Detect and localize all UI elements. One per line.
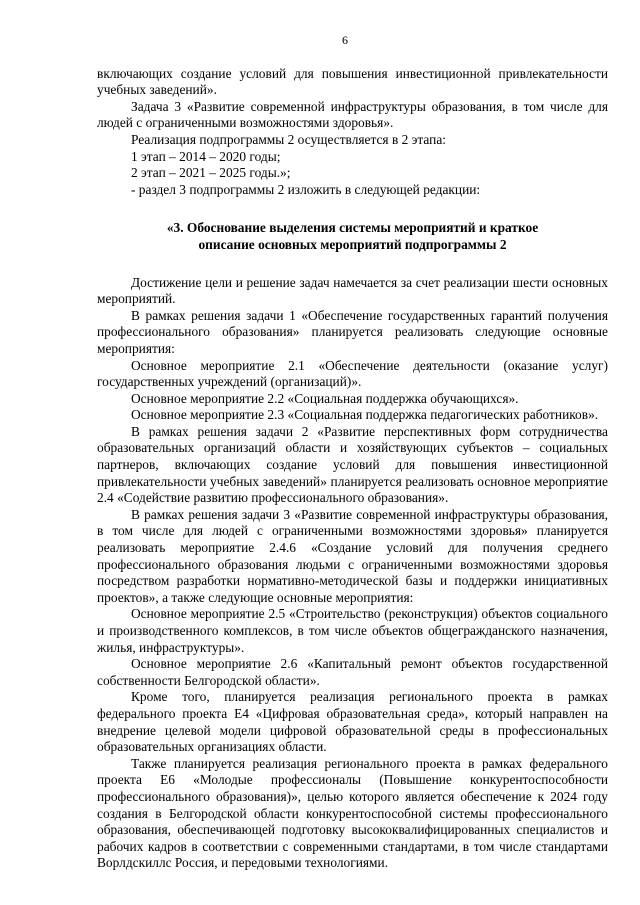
stage-line-1: 1 этап – 2014 – 2020 годы; — [131, 148, 281, 164]
body-paragraph: В рамках решения задачи 3 «Развитие современной инфраструктуры образования, в том числе для людей с ограниченными возможностями здоровья» планируется реализовать мероприятие 2.4.6 «Создание условий для получения среднего профессионального образования людьми с ограниченными возможностями здоровья посредством разработки нормативно-методической базы и поддержки инициативных проектов», а также следующие основные мероприятия: — [97, 506, 608, 605]
body-paragraph: Основное мероприятие 2.5 «Строительство (реконструкция) объектов социального и производственного комплексов, в том числе объектов общегражданского назначения, жилья, инфраструктуры». — [97, 606, 608, 655]
body-paragraph: В рамках решения задачи 1 «Обеспечение государственных гарантий получения профессионального образования» планируется реализовать следующие основные мероприятия: — [97, 307, 608, 356]
section-heading-line-2: описание основных мероприятий подпрограммы 2 — [198, 236, 507, 252]
stage-line-2: 2 этап – 2021 – 2025 годы.»; — [131, 165, 291, 181]
section-heading-line-1: «3. Обоснование выделения системы мероприятий и краткое — [166, 220, 539, 236]
section-heading — [97, 220, 608, 253]
body-paragraph: Основное мероприятие 2.6 «Капитальный ремонт объектов государственной собственности Белгородской области». — [97, 656, 608, 688]
body-paragraph: Основное мероприятие 2.1 «Обеспечение деятельности (оказание услуг) государственных учреждений (организаций)». — [97, 357, 608, 390]
body-paragraph: В рамках решения задачи 2 «Развитие перспективных форм сотрудничества образовательных организаций области и хозяйствующих субъектов – социальных партнеров, включающих создание условий для повышения инвестиционной привлекательности учебных заведений» планируется реализовать основное мероприятие 2.4 «Содействие развитию профессионального образования». — [97, 423, 608, 506]
body-paragraph: Достижение цели и решение задач намечается за счет реализации шести основных мероприятий. — [97, 274, 608, 307]
paragraph-continuation: включающих создание условий для повышения инвестиционной привлекательности учебных заведений». — [97, 65, 608, 98]
paragraph-stages-intro: Реализация подпрограммы 2 осуществляется в 2 этапа: — [131, 131, 447, 147]
body-paragraph: Также планируется реализация регионального проекта в рамках федерального проекта Е6 «Молодые профессионалы (Повышение конкурентоспособности профессионального образования)», целью которого является обеспечение к 2024 году создания в Белгородской области конкурентоспособной системы профессионального образования, обеспечивающей подготовку высококвалифицированных специалистов и рабочих кадров в соответствии с современными стандартами, в том числе стандартами Ворлдскиллс Россия, и передовыми технологиями. — [97, 755, 608, 871]
body-paragraph: Основное мероприятие 2.3 «Социальная поддержка педагогических работников». — [131, 407, 599, 423]
section-instruction: - раздел 3 подпрограммы 2 изложить в следующей редакции: — [131, 181, 481, 197]
paragraph-task-3: Задача 3 «Развитие современной инфраструктуры образования, в том числе для людей с ограниченными возможностями здоровья». — [97, 98, 608, 131]
page-number: 6 — [342, 33, 348, 47]
body-paragraph: Основное мероприятие 2.2 «Социальная поддержка обучающихся». — [131, 390, 519, 406]
body-paragraph: Кроме того, планируется реализация регионального проекта в рамках федерального проекта Е4 «Цифровая образовательная среда», который направлен на внедрение целевой модели цифровой образовательной среды в профессиональных образовательных организациях области. — [97, 689, 608, 755]
